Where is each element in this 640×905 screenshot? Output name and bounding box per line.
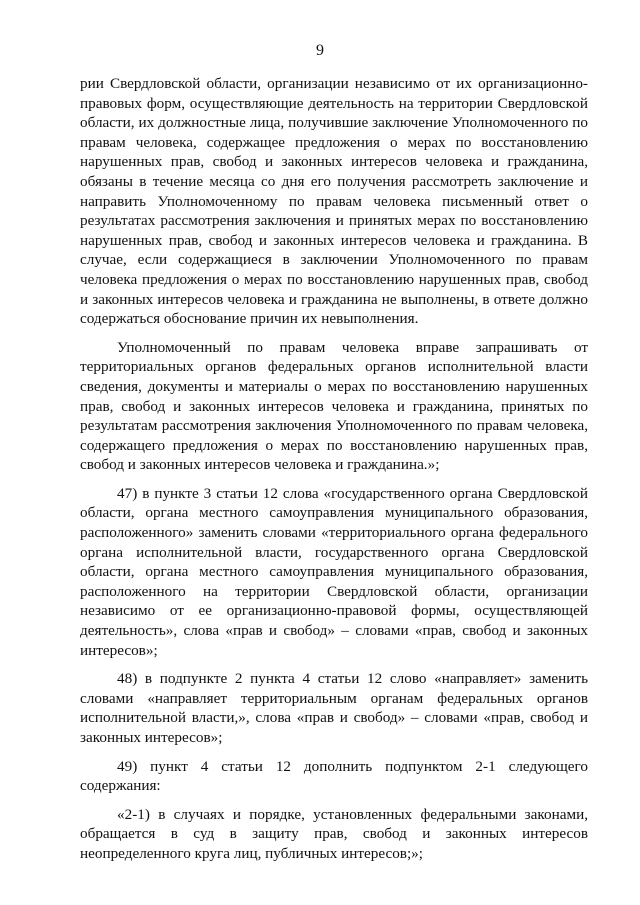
paragraph-continuation: рии Свердловской области, организации независимо от их организационно-правовых форм, осуществляющие деятельность на территории Свердловской области, их должностные лица, получившие заключение Уполномоченного по правам человека, содержащее предложения о мерах по восстановлению нарушенных прав, свобод и законных интересов человека и гражданина, обязаны в течение месяца со дня его получения рассмотреть заключение и направить Уполномоченному по правам человека письменный ответ о результатах рассмотрения заключения и принятых мерах по восстановлению нарушенных прав, свобод и законных интересов человека и гражданина. В случае, если содержащиеся в заключении Уполномоченного по правам человека предложения о мерах по восстановлению нарушенных прав, свобод и законных интересов человека и гражданина не выполнены, в ответе должно содержаться обоснование причин их невыполнения.: [80, 75, 588, 328]
paragraph-item-47: 47) в пункте 3 статьи 12 слова «государственного органа Свердловской области, органа местного самоуправления муниципального образования, расположенного» заменить словами «территориального органа федерального органа исполнительной власти, государственного органа Свердловской области, органа местного самоуправления муниципального образования, расположенного на территории Свердловской области, организации независимо от ее организационно-правовой формы, осуществляющей деятельность», слова «прав и свобод» – словами «прав, свобод и законных интересов»;: [80, 484, 588, 659]
paragraph-subitem-2-1: «2-1) в случаях и порядке, установленных федеральными законами, обращается в суд в защиту прав, свобод и законных интересов неопределенного круга лиц, публичных интересов;»;: [80, 805, 588, 862]
document-body: [80, 74, 588, 873]
paragraph-item-49: 49) пункт 4 статьи 12 дополнить подпунктом 2-1 следующего содержания:: [80, 757, 588, 795]
paragraph-item-48: 48) в подпункте 2 пункта 4 статьи 12 слово «направляет» заменить словами «направляет территориальным органам федеральных органов исполнительной власти,», слова «прав и свобод» – словами «прав, свобод и законных интересов»;: [80, 670, 588, 746]
paragraph-ombudsman-requests: Уполномоченный по правам человека вправе запрашивать от территориальных органов федеральных органов исполнительной власти сведения, документы и материалы о мерах по восстановлению нарушенных прав, свобод и законных интересов человека и гражданина, принятых по результатам рассмотрения заключения Уполномоченного по правам человека, содержащего предложения о мерах по восстановлению нарушенных прав, свобод и законных интересов человека и гражданина.»;: [80, 338, 588, 474]
page-number: 9: [316, 42, 324, 59]
